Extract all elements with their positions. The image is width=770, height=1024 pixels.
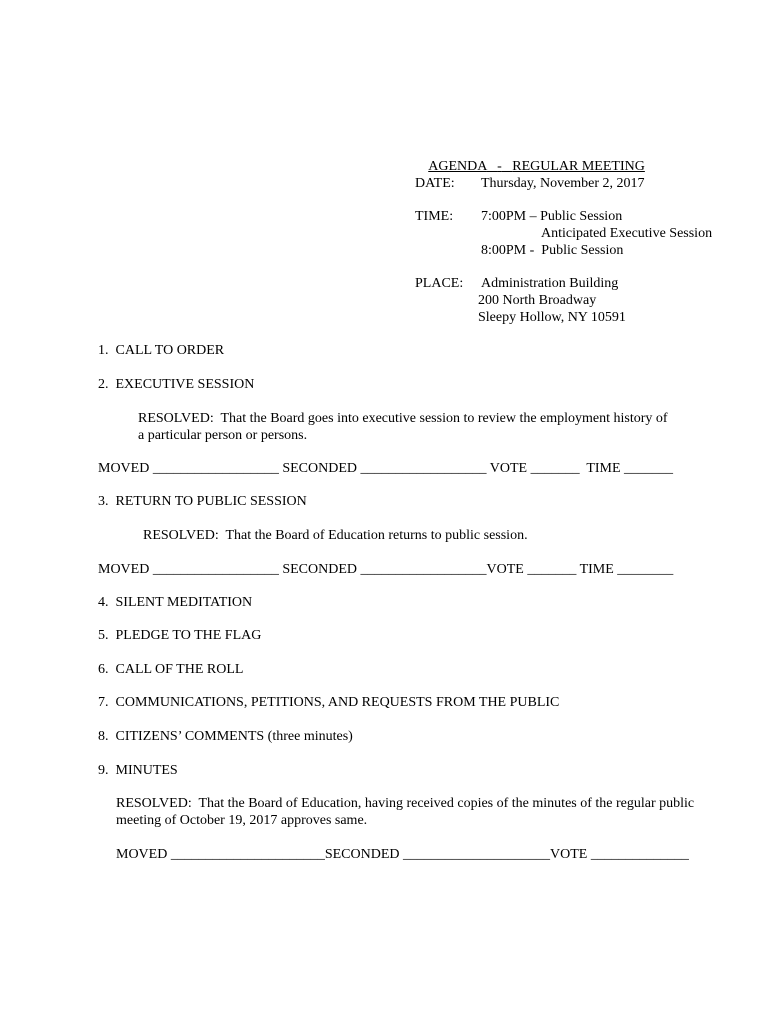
minutes-resolved-line-2: meeting of October 19, 2017 approves same.: [116, 813, 368, 828]
time-line-1: 7:00PM – Public Session: [481, 209, 623, 224]
return-resolved-line: RESOLVED: That the Board of Education returns to public session.: [143, 528, 528, 543]
minutes-vote-line: MOVED ______________________SECONDED _____________________VOTE ______________: [116, 847, 689, 862]
item-silent-meditation: 4. SILENT MEDITATION: [98, 595, 253, 610]
agenda-title-left: AGENDA: [428, 159, 487, 174]
item-minutes: 9. MINUTES: [98, 763, 178, 778]
item-citizens-comments: 8. CITIZENS’ COMMENTS (three minutes): [98, 729, 353, 744]
time-label: TIME:: [415, 209, 454, 224]
executive-resolved-line-2: a particular person or persons.: [138, 428, 308, 443]
time-line-3: 8:00PM - Public Session: [481, 243, 624, 258]
item-executive-session: 2. EXECUTIVE SESSION: [98, 377, 255, 392]
place-line-1: Administration Building: [481, 276, 619, 291]
executive-resolved-line-1: RESOLVED: That the Board goes into executive session to review the employment history of: [138, 411, 668, 426]
executive-vote-line: MOVED __________________ SECONDED __________________ VOTE _______ TIME _______: [98, 461, 674, 476]
place-label: PLACE:: [415, 276, 464, 291]
place-line-3: Sleepy Hollow, NY 10591: [478, 310, 626, 325]
minutes-resolved-line-1: RESOLVED: That the Board of Education, having received copies of the minutes of the regular public: [116, 796, 695, 811]
return-vote-line: MOVED __________________ SECONDED __________________VOTE _______ TIME ________: [98, 562, 674, 577]
place-line-2: 200 North Broadway: [478, 293, 597, 308]
agenda-title-dash: -: [497, 159, 502, 174]
item-call-to-order: 1. CALL TO ORDER: [98, 343, 225, 358]
date-label: DATE:: [415, 176, 455, 191]
item-communications: 7. COMMUNICATIONS, PETITIONS, AND REQUESTS FROM THE PUBLIC: [98, 695, 560, 710]
time-line-2: Anticipated Executive Session: [541, 226, 713, 241]
agenda-title-right: REGULAR MEETING: [512, 159, 645, 174]
date-value: Thursday, November 2, 2017: [481, 176, 645, 191]
item-call-of-roll: 6. CALL OF THE ROLL: [98, 662, 244, 677]
item-pledge: 5. PLEDGE TO THE FLAG: [98, 628, 262, 643]
item-return-to-public-session: 3. RETURN TO PUBLIC SESSION: [98, 494, 307, 509]
